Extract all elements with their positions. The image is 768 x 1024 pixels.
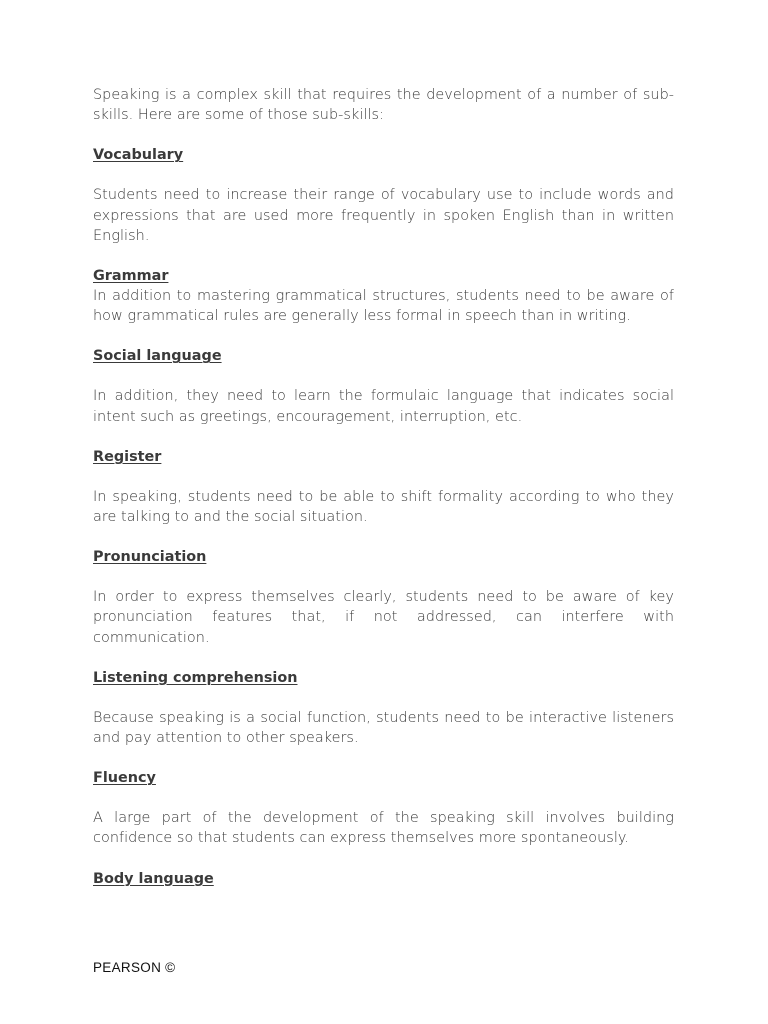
section-body-social-language: In addition, they need to learn the formulaic language that indicates social intent such as greetings, encouragement, interruption, etc. (93, 388, 674, 425)
section-heading-listening-comprehension: Listening comprehension (93, 669, 298, 686)
section-heading-register: Register (93, 448, 162, 465)
spacer (93, 748, 674, 768)
section-body-listening-comprehension: Because speaking is a social function, students need to be interactive listeners and pay attention to other speakers. (93, 709, 674, 746)
footer-copyright: PEARSON © (93, 960, 176, 975)
section-heading-pronunciation: Pronunciation (93, 549, 207, 566)
section-body-register: In speaking, students need to be able to shift formality according to who they are talking to and the social situation. (93, 488, 674, 525)
spacer (93, 366, 674, 386)
intro-paragraph: Speaking is a complex skill that requires the development of a number of sub-skills. Here are some of those sub-skills: (93, 87, 674, 124)
spacer (93, 648, 674, 668)
document-body (93, 85, 674, 889)
section-body-vocabulary: Students need to increase their range of vocabulary use to include words and expressions that are used more frequently in spoken English than in written English. (93, 187, 674, 244)
spacer (93, 567, 674, 587)
section-body-fluency: A large part of the development of the speaking skill involves building confidence so that students can express themselves more spontaneously. (93, 810, 674, 847)
spacer (93, 688, 674, 708)
section-heading-vocabulary: Vocabulary (93, 147, 184, 164)
spacer (93, 427, 674, 447)
spacer (93, 165, 674, 185)
spacer (93, 125, 674, 145)
spacer (93, 246, 674, 266)
section-body-pronunciation: In order to express themselves clearly, students need to be aware of key pronunciation features that, if not addressed, can interfere with communication. (93, 589, 674, 646)
section-heading-grammar: Grammar (93, 267, 169, 284)
spacer (93, 467, 674, 487)
section-heading-social-language: Social language (93, 348, 222, 365)
spacer (93, 326, 674, 346)
spacer (93, 527, 674, 547)
spacer (93, 849, 674, 869)
section-heading-body-language: Body language (93, 870, 214, 887)
spacer (93, 788, 674, 808)
section-heading-fluency: Fluency (93, 770, 156, 787)
section-body-grammar: In addition to mastering grammatical structures, students need to be aware of how grammatical rules are generally less formal in speech than in writing. (93, 287, 674, 325)
